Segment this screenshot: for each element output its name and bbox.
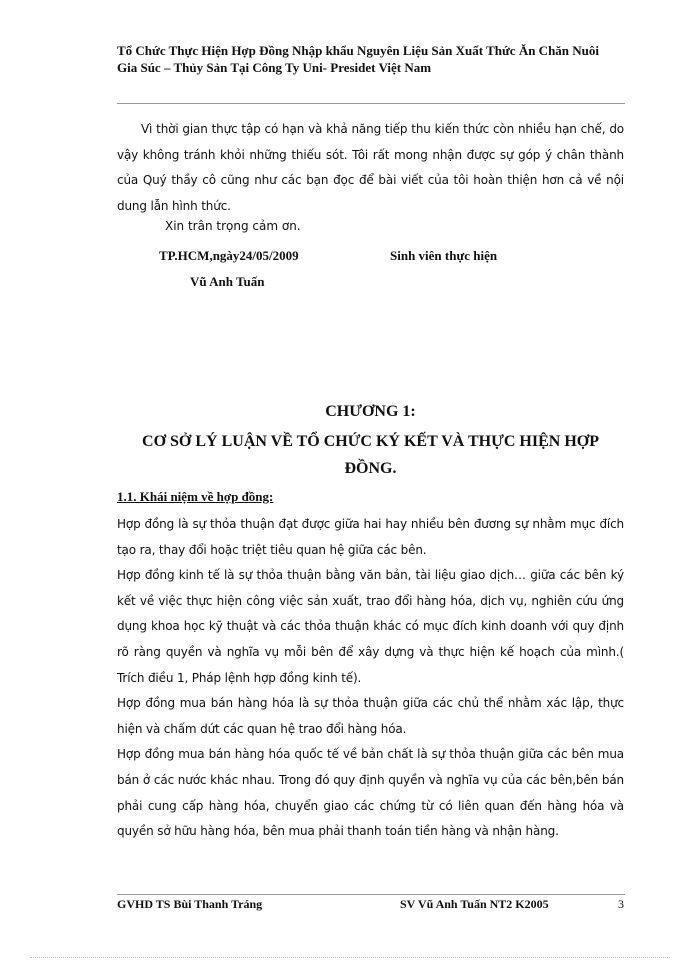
signer-role: Sinh viên thực hiện [390, 248, 498, 263]
paragraph-economic-contract: Hợp đồng kinh tế là sự thỏa thuận bằng văn bản, tài liệu giao dịch… giữa các bên ký kết về việc thực hiện công việc sản xuất, trao đổi hàng hóa, dịch vụ, nghiên cứu ứng dụng khoa học kỹ thuật và các thỏa thuận khác có mục đích kinh doanh với quy định rõ ràng quyền và nghĩa vụ mỗi bên để xây dựng và thực hiện kế hoạch của mình.( Trích điều 1, Pháp lệnh hợp đồng kinh tế). [117, 568, 624, 685]
page-header-title: Tổ Chức Thực Hiện Hợp Đồng Nhập khẩu Nguyên Liệu Sản Xuất Thức Ăn Chăn Nuôi Gia Súc – Thủy Sản Tại Công Ty Uni- Presidet Việt Nam [117, 43, 600, 75]
paragraph-international-sales-contract: Hợp đồng mua bán hàng hóa quốc tế về bản chất là sự thỏa thuận giữa các bên mua bán ở các nước khác nhau. Trong đó quy định quyền và nghĩa vụ của các bên,bên bán phải cung cấp hàng hóa, chuyển giao các chứng từ có liên quan đến hàng hóa và quyền sở hữu hàng hóa, bên mua phải thanh toán tiền hàng và nhận hàng. [117, 747, 624, 839]
chapter-title-line1: CƠ SỞ LÝ LUẬN VỀ TỔ CHỨC KÝ KẾT VÀ THỰC HIỆN HỢP [142, 433, 599, 450]
section-heading: 1.1. Khái niệm về hợp đồng: [117, 489, 274, 504]
section-body [117, 512, 624, 845]
paragraph-sales-contract: Hợp đồng mua bán hàng hóa là sự thỏa thuận giữa các chủ thể nhằm xác lập, thực hiện và chấm dứt các quan hệ trao đổi hàng hóa. [117, 696, 624, 736]
footer-advisor: GVHD TS Bùi Thanh Tráng [117, 897, 263, 911]
closing-regards: Xin trân trọng cảm ơn. [165, 219, 301, 233]
paragraph-definition: Hợp đồng là sự thỏa thuận đạt được giữa hai hay nhiều bên đương sự nhằm mục đích tạo ra, thay đổi hoặc triệt tiêu quan hệ giữa các bên. [117, 517, 624, 557]
chapter-title-line2: ĐỒNG. [344, 460, 397, 477]
footer-divider [117, 894, 625, 895]
page-bottom-border [30, 957, 670, 958]
footer-student: SV Vũ Anh Tuấn NT2 K2005 [400, 897, 549, 911]
signer-name: Vũ Anh Tuấn [190, 274, 265, 289]
place-date: TP.HCM,ngày24/05/2009 [159, 248, 299, 263]
chapter-number: CHƯƠNG 1: [325, 403, 416, 420]
page-number: 3 [618, 897, 624, 911]
intro-paragraph: Vì thời gian thực tập có hạn và khả năng tiếp thu kiến thức còn nhiều hạn chế, do vậy không tránh khỏi những thiếu sót. Tôi rất mong nhận được sự góp ý chân thành của Quý thầy cô cũng như các bạn đọc để bài viết của tôi hoàn thiện hơn cả về nội dung lẫn hình thức. [117, 122, 624, 213]
header-divider [117, 103, 625, 104]
